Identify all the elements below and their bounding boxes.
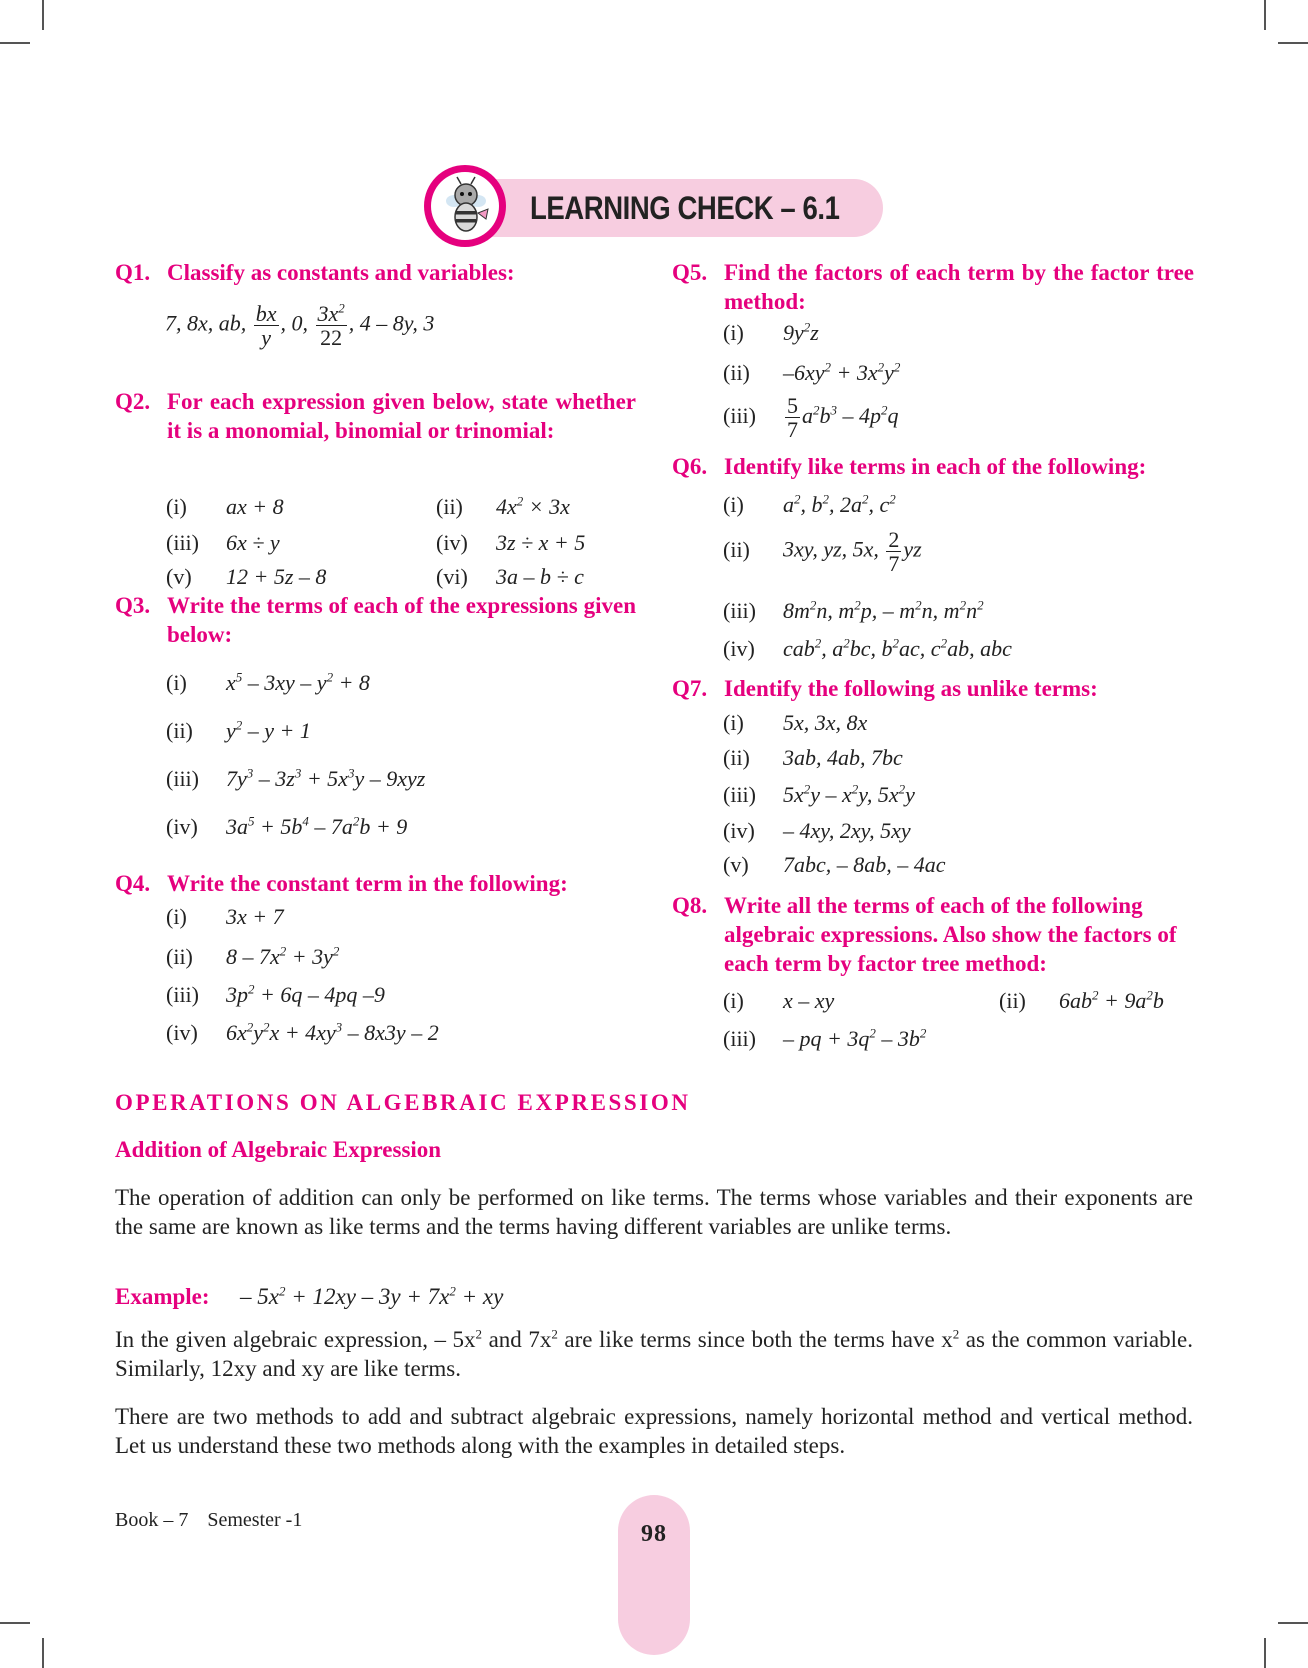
question-text: Identify the following as unlike terms: xyxy=(724,676,1098,701)
crop-mark xyxy=(0,42,30,44)
question-text: Write the terms of each of the expressions given below: xyxy=(167,593,636,647)
q3-item: (ii) $y^2 - y + 1$ xyxy=(166,717,311,743)
q8-item: (ii) $6ab^2 + 9a^2b$ xyxy=(999,987,1164,1013)
q3-item: (i) $x^5 - 3xy - y^2 + 8$ xyxy=(166,669,370,695)
q4-item: (ii) $8 - 7x^2 + 3y^2$ xyxy=(166,943,340,969)
q6-item: (iii) $8m^2n$, $m^2p$, – $m^2n$, $m^2n^2$ xyxy=(723,597,984,623)
q7-item: (iii) $5x^2y - x^2y$, $5x^2y$ xyxy=(723,781,915,807)
question-number: Q5. xyxy=(672,260,708,285)
question-number: Q6. xyxy=(672,454,708,479)
q4-item: (i) 3x + 7 xyxy=(166,904,284,929)
q4-title xyxy=(115,869,645,898)
semester-label: Semester -1 xyxy=(207,1509,303,1531)
crop-mark xyxy=(42,1638,44,1668)
q8-item: (i) x – xy xyxy=(723,988,835,1013)
q6-title xyxy=(672,452,1212,481)
q2-item: (iii) 6x ÷ y xyxy=(166,530,280,555)
question-number: Q8. xyxy=(672,893,708,918)
question-text: Classify as constants and variables: xyxy=(167,260,515,285)
q6-item: (ii) 3xy, yz, 5x, $\frac{2}{7}$ yz xyxy=(723,527,922,577)
paragraph: In the given algebraic expression, – $5x^2$ and $7x^2$ are like terms since both the terms have $x^2$ as the common variable. Similarly, 12xy and xy are like terms. xyxy=(115,1326,1193,1381)
question-text: For each expression given below, state whether it is a monomial, binomial or trinomial: xyxy=(167,389,636,443)
bee-mascot-icon xyxy=(424,165,506,247)
fraction: $\frac{2}{7}$ xyxy=(888,527,900,577)
q8-item: (iii) – pq + $3q^2 - 3b^2$ xyxy=(723,1025,927,1051)
q1-expression: 7, 8x, ab, $\frac{bx}{y}$ , 0, $\frac{3x^2}{22}$ , 4 – 8y, 3 xyxy=(165,300,435,351)
fraction: $\frac{5}{7}$ xyxy=(787,393,798,443)
fraction: $\frac{3x^2}{22}$ xyxy=(317,300,345,351)
question-text: Identify like terms in each of the following: xyxy=(724,454,1147,479)
q5-item: (ii) $-6xy^2 + 3x^2y^2$ xyxy=(723,359,901,385)
q2-item: (iv) 3z ÷ x + 5 xyxy=(436,530,586,555)
crop-mark xyxy=(1264,0,1266,30)
crop-mark xyxy=(1278,42,1308,44)
page-number-tab xyxy=(618,1495,690,1655)
q4-item: (iii) $3p^2 + 6q - 4pq$ –9 xyxy=(166,981,385,1007)
page-number: 98 xyxy=(641,1521,667,1547)
question-text: Write the constant term in the following: xyxy=(167,871,568,896)
crop-mark xyxy=(1278,1622,1308,1624)
q5-item: (i) $9y^2z$ xyxy=(723,319,819,345)
question-number: Q3. xyxy=(115,593,151,618)
question-text: Write all the terms of each of the following algebraic expressions. Also show the factors of each term by factor tree method: xyxy=(724,893,1177,976)
q3-title xyxy=(115,591,636,649)
section-subheading: Addition of Algebraic Expression xyxy=(115,1137,442,1162)
q5-item: (iii) $\frac{5}{7}$ $a^2b^3 - 4p^2q$ xyxy=(723,393,899,443)
q2-item: (ii) $4x^2 \times 3x$ xyxy=(436,493,570,519)
q5-title xyxy=(672,258,1194,316)
q2-item: (i) ax + 8 xyxy=(166,494,284,519)
q2-item: (vi) 3a – b ÷ c xyxy=(436,564,584,589)
crop-mark xyxy=(0,1622,30,1624)
question-number: Q2. xyxy=(115,389,151,414)
paragraph: There are two methods to add and subtract algebraic expressions, namely horizontal method and vertical method. Let us understand these two methods along with the examples in detailed steps. xyxy=(115,1404,1193,1458)
crop-mark xyxy=(1264,1638,1266,1668)
q2-item: (v) 12 + 5z – 8 xyxy=(166,564,327,589)
question-text: Find the factors of each term by the factor tree method: xyxy=(724,260,1194,314)
q7-item: (v) 7abc, – 8ab, – 4ac xyxy=(723,852,946,877)
q7-item: (i) 5x, 3x, 8x xyxy=(723,710,868,735)
crop-mark xyxy=(42,0,44,30)
q3-item: (iii) $7y^3 - 3z^3 + 5x^3y - 9xyz$ xyxy=(166,765,426,791)
question-number: Q1. xyxy=(115,260,151,285)
q1-title xyxy=(115,258,645,287)
q8-title xyxy=(672,891,1194,978)
q2-title xyxy=(115,387,636,445)
q7-title xyxy=(672,674,1202,703)
q7-item: (iv) – 4xy, 2xy, 5xy xyxy=(723,818,911,843)
fraction: $\frac{bx}{y}$ xyxy=(255,301,277,351)
book-label: Book – 7 xyxy=(115,1509,189,1531)
page-title: LEARNING CHECK – 6.1 xyxy=(530,190,840,226)
q6-item: (i) $a^2$, $b^2$, $2a^2$, $c^2$ xyxy=(723,491,896,517)
q7-item: (ii) 3ab, 4ab, 7bc xyxy=(723,745,903,770)
question-number: Q7. xyxy=(672,676,708,701)
example-line: Example: – $5x^2 + 12xy - 3y + 7x^2$ + xy xyxy=(115,1283,504,1309)
paragraph: The operation of addition can only be performed on like terms. The terms whose variables and their exponents are the same are known as like terms and the terms having different variables are unlike terms. xyxy=(115,1185,1193,1239)
q4-item: (iv) $6x^2y^2x + 4xy^3 - 8x3y - 2$ xyxy=(166,1019,439,1045)
section-heading: OPERATIONS ON ALGEBRAIC EXPRESSION xyxy=(115,1090,691,1115)
example-label: Example: xyxy=(115,1284,210,1309)
q6-item: (iv) cab$^2$, $a^2bc$, $b^2ac$, $c^2ab$, abc xyxy=(723,635,1012,661)
footer-book xyxy=(115,1509,302,1532)
question-number: Q4. xyxy=(115,871,151,896)
q3-item: (iv) $3a^5 + 5b^4 - 7a^2b + 9$ xyxy=(166,813,408,839)
